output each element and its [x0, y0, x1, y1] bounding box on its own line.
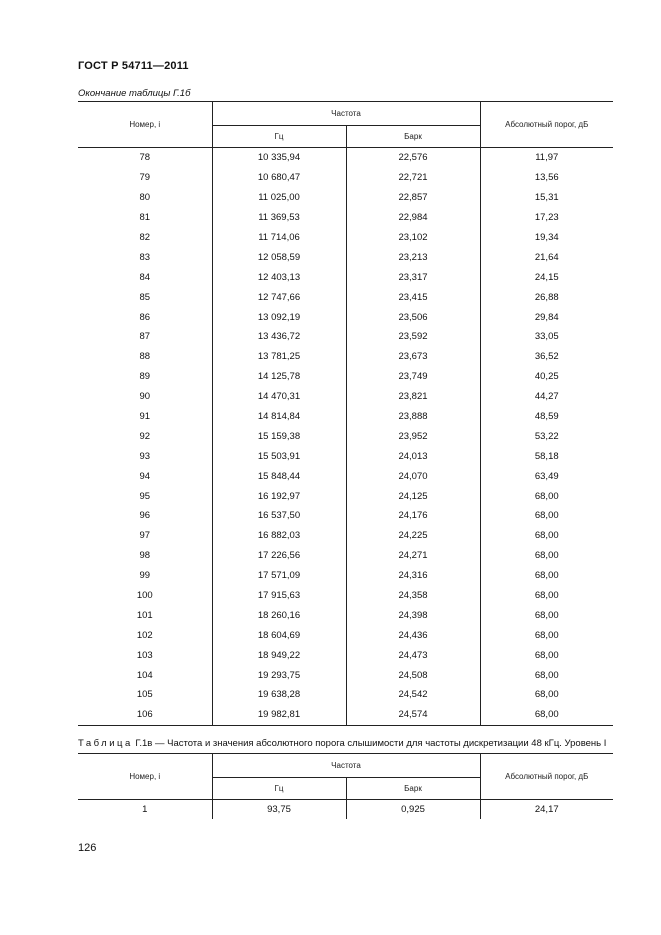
cell-bark: 23,317 [346, 267, 480, 287]
cell-threshold: 17,23 [534, 212, 559, 224]
cell-bark: 24,316 [346, 566, 480, 586]
cell-number: 81 [78, 208, 212, 228]
cell-bark: 23,673 [346, 347, 480, 367]
cell-number: 91 [78, 407, 212, 427]
cell-bark: 22,857 [346, 188, 480, 208]
cell-number: 88 [78, 347, 212, 367]
cell-bark: 23,102 [346, 228, 480, 248]
cell-threshold: 48,59 [534, 411, 559, 423]
cell-threshold: 68,00 [534, 570, 559, 582]
table-row [78, 506, 613, 526]
table-row [78, 685, 613, 705]
cell-hz: 13 781,25 [212, 347, 346, 367]
column-header-number: Номер, i [78, 754, 212, 800]
table-body [78, 148, 613, 726]
document-id: ГОСТ Р 54711—2011 [78, 60, 189, 72]
cell-number: 101 [78, 605, 212, 625]
cell-bark: 24,574 [346, 705, 480, 726]
cell-threshold: 26,88 [534, 291, 559, 303]
cell-number: 97 [78, 526, 212, 546]
cell-threshold: 15,31 [534, 192, 559, 204]
cell-bark: 24,125 [346, 486, 480, 506]
table-row [78, 287, 613, 307]
column-header-frequency: Частота [212, 754, 480, 778]
cell-hz: 12 058,59 [212, 247, 346, 267]
cell-number: 98 [78, 546, 212, 566]
table-row [78, 446, 613, 466]
table-row [78, 148, 613, 168]
cell-bark: 24,176 [346, 506, 480, 526]
cell-hz: 17 226,56 [212, 546, 346, 566]
table-row [78, 188, 613, 208]
cell-threshold: 21,64 [534, 251, 559, 263]
cell-threshold: 68,00 [534, 550, 559, 562]
cell-hz: 14 470,31 [212, 387, 346, 407]
cell-bark: 24,398 [346, 605, 480, 625]
cell-bark: 24,013 [346, 446, 480, 466]
cell-hz: 10 680,47 [212, 168, 346, 188]
cell-threshold: 68,00 [534, 530, 559, 542]
cell-threshold: 40,25 [534, 371, 559, 383]
cell-bark: 24,436 [346, 625, 480, 645]
cell-hz: 13 436,72 [212, 327, 346, 347]
cell-bark: 0,925 [346, 800, 480, 820]
cell-hz: 14 814,84 [212, 407, 346, 427]
cell-threshold: 68,00 [534, 490, 559, 502]
cell-number: 82 [78, 228, 212, 248]
cell-threshold: 33,05 [534, 331, 559, 343]
cell-threshold: 11,97 [535, 152, 559, 164]
cell-number: 78 [78, 148, 212, 168]
table-row [78, 426, 613, 446]
cell-hz: 11 025,00 [212, 188, 346, 208]
cell-hz: 18 260,16 [212, 605, 346, 625]
cell-threshold: 68,00 [534, 590, 559, 602]
cell-hz: 17 915,63 [212, 586, 346, 606]
cell-threshold: 68,00 [480, 705, 613, 726]
column-header-hz: Гц [212, 778, 346, 800]
table-row [78, 705, 613, 726]
cell-number: 1 [78, 800, 212, 820]
cell-bark: 24,473 [346, 645, 480, 665]
cell-number: 94 [78, 466, 212, 486]
cell-hz: 19 982,81 [212, 705, 346, 726]
page-number: 126 [78, 842, 97, 854]
cell-number: 85 [78, 287, 212, 307]
cell-number: 95 [78, 486, 212, 506]
cell-bark: 24,358 [346, 586, 480, 606]
cell-bark: 23,821 [346, 387, 480, 407]
frequency-table-g1b [78, 101, 613, 726]
column-header-number: Номер, i [78, 102, 212, 148]
cell-number: 105 [78, 685, 212, 705]
cell-bark: 24,070 [346, 466, 480, 486]
cell-number: 90 [78, 387, 212, 407]
cell-bark: 24,542 [346, 685, 480, 705]
table-row [78, 566, 613, 586]
cell-number: 84 [78, 267, 212, 287]
cell-number: 79 [78, 168, 212, 188]
table-row [78, 546, 613, 566]
cell-threshold: 68,00 [534, 689, 559, 701]
column-header-bark: Барк [346, 126, 480, 148]
table-row [78, 665, 613, 685]
cell-number: 93 [78, 446, 212, 466]
table-caption-g1v [78, 738, 613, 749]
cell-number: 106 [78, 705, 212, 726]
cell-bark: 22,576 [346, 148, 480, 168]
table-row [78, 387, 613, 407]
cell-bark: 23,749 [346, 367, 480, 387]
cell-hz: 10 335,94 [212, 148, 346, 168]
table-row [78, 307, 613, 327]
cell-hz: 12 747,66 [212, 287, 346, 307]
cell-number: 86 [78, 307, 212, 327]
cell-bark: 23,592 [346, 327, 480, 347]
cell-hz: 18 604,69 [212, 625, 346, 645]
cell-bark: 24,271 [346, 546, 480, 566]
cell-number: 83 [78, 247, 212, 267]
table-row [78, 486, 613, 506]
table-row [78, 347, 613, 367]
cell-hz: 15 848,44 [212, 466, 346, 486]
cell-threshold: 68,00 [534, 669, 559, 681]
table-row [78, 645, 613, 665]
cell-threshold: 24,15 [534, 271, 559, 283]
cell-hz: 17 571,09 [212, 566, 346, 586]
cell-threshold: 53,22 [534, 430, 559, 442]
table-row [78, 267, 613, 287]
table-row [78, 247, 613, 267]
caption-text: Г.1в — Частота и значения абсолютного порога слышимости для частоты дискретизации 48 кГц. Уровень I [132, 738, 607, 749]
cell-number: 87 [78, 327, 212, 347]
cell-number: 80 [78, 188, 212, 208]
cell-bark: 23,888 [346, 407, 480, 427]
cell-hz: 14 125,78 [212, 367, 346, 387]
cell-hz: 93,75 [212, 800, 346, 820]
cell-hz: 15 159,38 [212, 426, 346, 446]
cell-bark: 24,225 [346, 526, 480, 546]
column-header-bark: Барк [346, 778, 480, 800]
table-row [78, 407, 613, 427]
cell-hz: 18 949,22 [212, 645, 346, 665]
table-row [78, 228, 613, 248]
cell-number: 100 [78, 586, 212, 606]
cell-bark: 24,508 [346, 665, 480, 685]
cell-hz: 16 537,50 [212, 506, 346, 526]
column-header-frequency: Частота [212, 102, 480, 126]
cell-bark: 23,506 [346, 307, 480, 327]
cell-hz: 13 092,19 [212, 307, 346, 327]
cell-threshold: 36,52 [534, 351, 559, 363]
cell-number: 103 [78, 645, 212, 665]
table-row [78, 625, 613, 645]
cell-number: 89 [78, 367, 212, 387]
cell-bark: 22,721 [346, 168, 480, 188]
cell-hz: 16 882,03 [212, 526, 346, 546]
cell-bark: 23,952 [346, 426, 480, 446]
table-row [78, 466, 613, 486]
cell-threshold: 63,49 [534, 470, 559, 482]
table-caption: Окончание таблицы Г.1б [78, 88, 191, 99]
cell-hz: 12 403,13 [212, 267, 346, 287]
cell-number: 102 [78, 625, 212, 645]
table-body [78, 800, 613, 820]
column-header-threshold: Абсолютный порог, дБ [480, 754, 613, 800]
table-row [78, 586, 613, 606]
table-row [78, 208, 613, 228]
column-header-threshold: Абсолютный порог, дБ [480, 102, 613, 148]
cell-threshold: 29,84 [534, 311, 559, 323]
cell-bark: 22,984 [346, 208, 480, 228]
cell-threshold: 19,34 [534, 232, 559, 243]
cell-number: 99 [78, 566, 212, 586]
table-row [78, 327, 613, 347]
cell-bark: 23,415 [346, 287, 480, 307]
cell-hz: 11 369,53 [212, 208, 346, 228]
table-row [78, 800, 613, 820]
cell-threshold: 13,56 [534, 172, 559, 184]
cell-number: 96 [78, 506, 212, 526]
frequency-table-g1v [78, 753, 613, 819]
cell-threshold: 68,00 [534, 649, 559, 661]
cell-hz: 19 293,75 [212, 665, 346, 685]
table-row [78, 168, 613, 188]
cell-hz: 11 714,06 [212, 228, 346, 248]
cell-threshold: 68,00 [534, 609, 559, 621]
cell-hz: 16 192,97 [212, 486, 346, 506]
table-row [78, 367, 613, 387]
cell-threshold: 58,18 [534, 450, 559, 462]
cell-threshold: 68,00 [534, 629, 559, 641]
table-row [78, 605, 613, 625]
cell-threshold: 24,17 [534, 804, 559, 815]
cell-hz: 15 503,91 [212, 446, 346, 466]
cell-bark: 23,213 [346, 247, 480, 267]
table-row [78, 526, 613, 546]
cell-hz: 19 638,28 [212, 685, 346, 705]
column-header-hz: Гц [212, 126, 346, 148]
cell-number: 104 [78, 665, 212, 685]
cell-number: 92 [78, 426, 212, 446]
caption-word: Таблица [78, 738, 133, 749]
cell-threshold: 68,00 [534, 510, 559, 522]
cell-threshold: 44,27 [534, 391, 559, 403]
